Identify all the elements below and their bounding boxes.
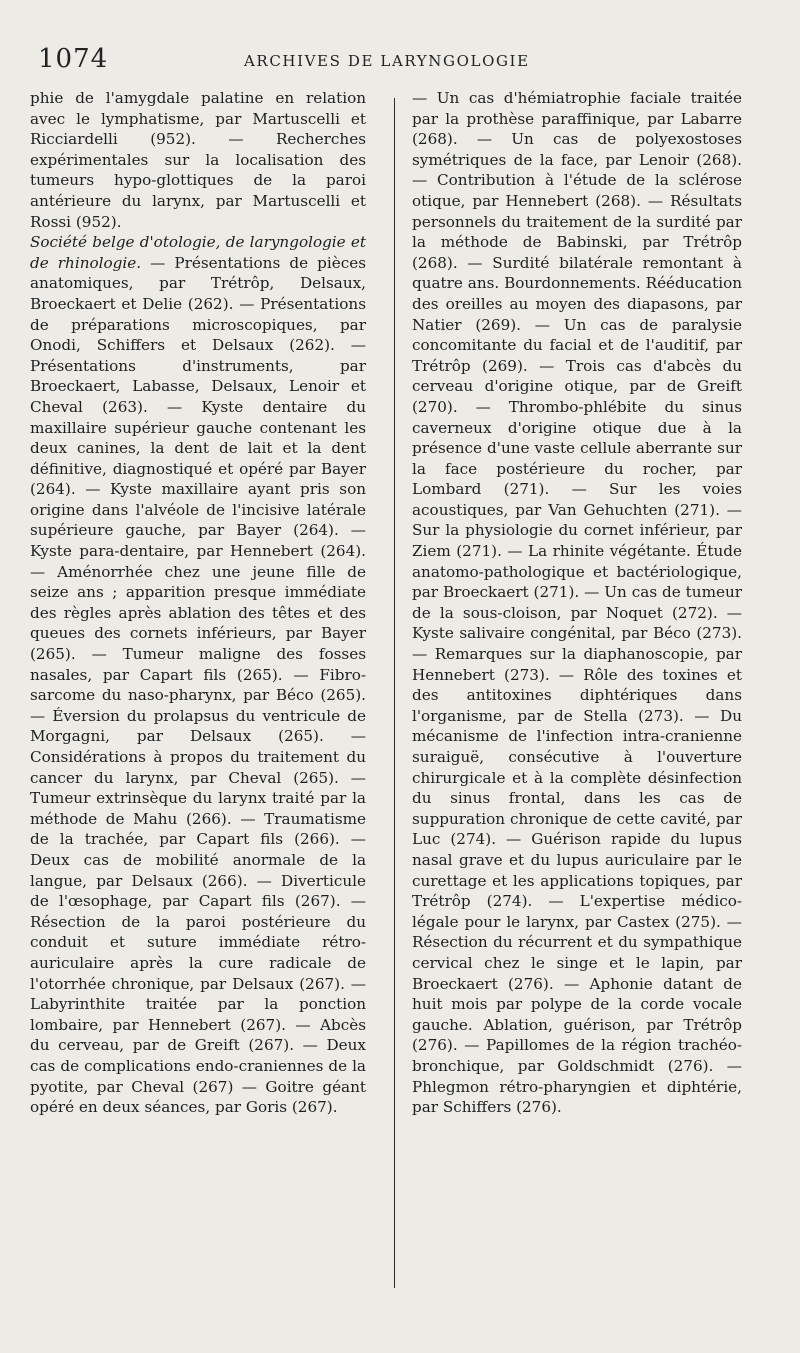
right-paragraph-1: — Un cas d'hémiatrophie faciale traitée par la prothèse paraffinique, par Labarre (268). — Un cas de polyexostoses symétriques de la face, par Lenoir (268). — Contribution à l'étude de la sclérose otique, par Hennebert (268). — Résultats personnels du traitement de la surdité par la méthode de Babinski, par Trétrôp (268). — Surdité bilatérale remontant à quatre ans. Bourdonnements. Rééducation des oreilles au moyen des diapasons, par Natier (269). — Un cas de paralysie concomitante du facial et de l'auditif, par Trétrôp (269). — Trois cas d'abcès du cerveau d'origine otique, par de Greift (270). — Thrombo-phlébite du sinus caverneux d'origine otique due à la présence d'une vaste cellule aberrante sur la face postérieure du rocher, par Lombard (271). — Sur les voies acoustiques, par Van Gehuchten (271). — Sur la physiologie du cornet inférieur, par Ziem (271). — La rhinite végétante. Étude anatomo-pathologique et bactériologique, par Broeckaert (271). — Un cas de tumeur de la sous-cloison, par Noquet (272). — Kyste salivaire congénital, par Béco (273). — Remarques sur la diaphanoscopie, par Hennebert (273). — Rôle des toxines et des antitoxines diphtériques dans l'organisme, par de Stella (273). — Du mécanisme de l'infection intra-cranienne suraiguë, consécutive à l'ouverture chirurgicale et à la complète désinfection du sinus frontal, dans les cas de suppuration chronique de cette cavité, par Luc (274). — Guérison rapide du lupus nasal grave et du lupus auriculaire par le curettage et les applications topiques, par Trétrôp (274). — L'expertise médico-légale pour le larynx, par Castex (275). — Résection du récurrent et du sympathique cervical chez le singe et le lapin, par Broeckaert (276). — Aphonie datant de huit mois par polype de la corde vocale gauche. Ablation, guérison, par Trétrôp (276). — Papillomes de la région trachéo-bronchique, par Goldschmidt (276). — Phlegmon rétro-pharyngien et diphtérie, par Schiffers (276).: [412, 89, 742, 1117]
right-column: [412, 88, 742, 1118]
society-title: Société belge d'otologie, de laryngologie et de rhinologie.: [30, 233, 366, 272]
society-proceedings: — Présentations de pièces anatomiques, par Trétrôp, Delsaux, Broeckaert et Delie (262). — Présentations de préparations microscopiques, par Onodi, Schiffers et Delsaux (262). — Présentations d'instruments, par Broeckaert, Labasse, Delsaux, Lenoir et Cheval (263). — Kyste dentaire du maxillaire supérieur gauche contenant les deux canines, la dent de lait et la dent définitive, diagnostiqué et opéré par Bayer (264). — Kyste maxillaire ayant pris son origine dans l'alvéole de l'incisive latérale supérieure gauche, par Bayer (264). — Kyste para-dentaire, par Hennebert (264). — Aménorrhée chez une jeune fille de seize ans ; apparition presque immédiate des règles après ablation des têtes et des queues des cornets inférieurs, par Bayer (265). — Tumeur maligne des fosses nasales, par Capart fils (265). — Fibro-sarcome du naso-pharynx, par Béco (265). — Éversion du prolapsus du ventricule de Morgagni, par Delsaux (265). — Considérations à propos du traitement du cancer du larynx, par Cheval (265). — Tumeur extrinsèque du larynx traité par la méthode de Mahu (266). — Traumatisme de la trachée, par Capart fils (266). — Deux cas de mobilité anormale de la langue, par Delsaux (266). — Diverticule de l'œsophage, par Capart fils (267). — Résection de la paroi postérieure du conduit et suture immédiate rétro-auriculaire après la cure radicale de l'otorrhée chronique, par Delsaux (267). — Labyrinthite traitée par la ponction lombaire, par Hennebert (267). — Abcès du cerveau, par de Greift (267). — Deux cas de complications endo-craniennes de la pyotite, par Cheval (267) — Goitre géant opéré en deux séances, par Goris (267).: [30, 253, 366, 1117]
left-column: [30, 88, 366, 1118]
page-number: 1074: [38, 44, 109, 74]
page-header: [38, 44, 778, 80]
running-title: ARCHIVES DE LARYNGOLOGIE: [244, 52, 530, 70]
left-paragraph-1: phie de l'amygdale palatine en relation avec le lymphatisme, par Martuscelli et Ricciardelli (952). — Recherches expérimentales sur la localisation des tumeurs hypo-glottiques de la paroi antérieure du larynx, par Martuscelli et Rossi (952).: [30, 89, 366, 231]
column-divider: [394, 98, 395, 1288]
left-paragraph-2: [30, 232, 366, 1118]
two-column-body: [30, 88, 775, 1298]
